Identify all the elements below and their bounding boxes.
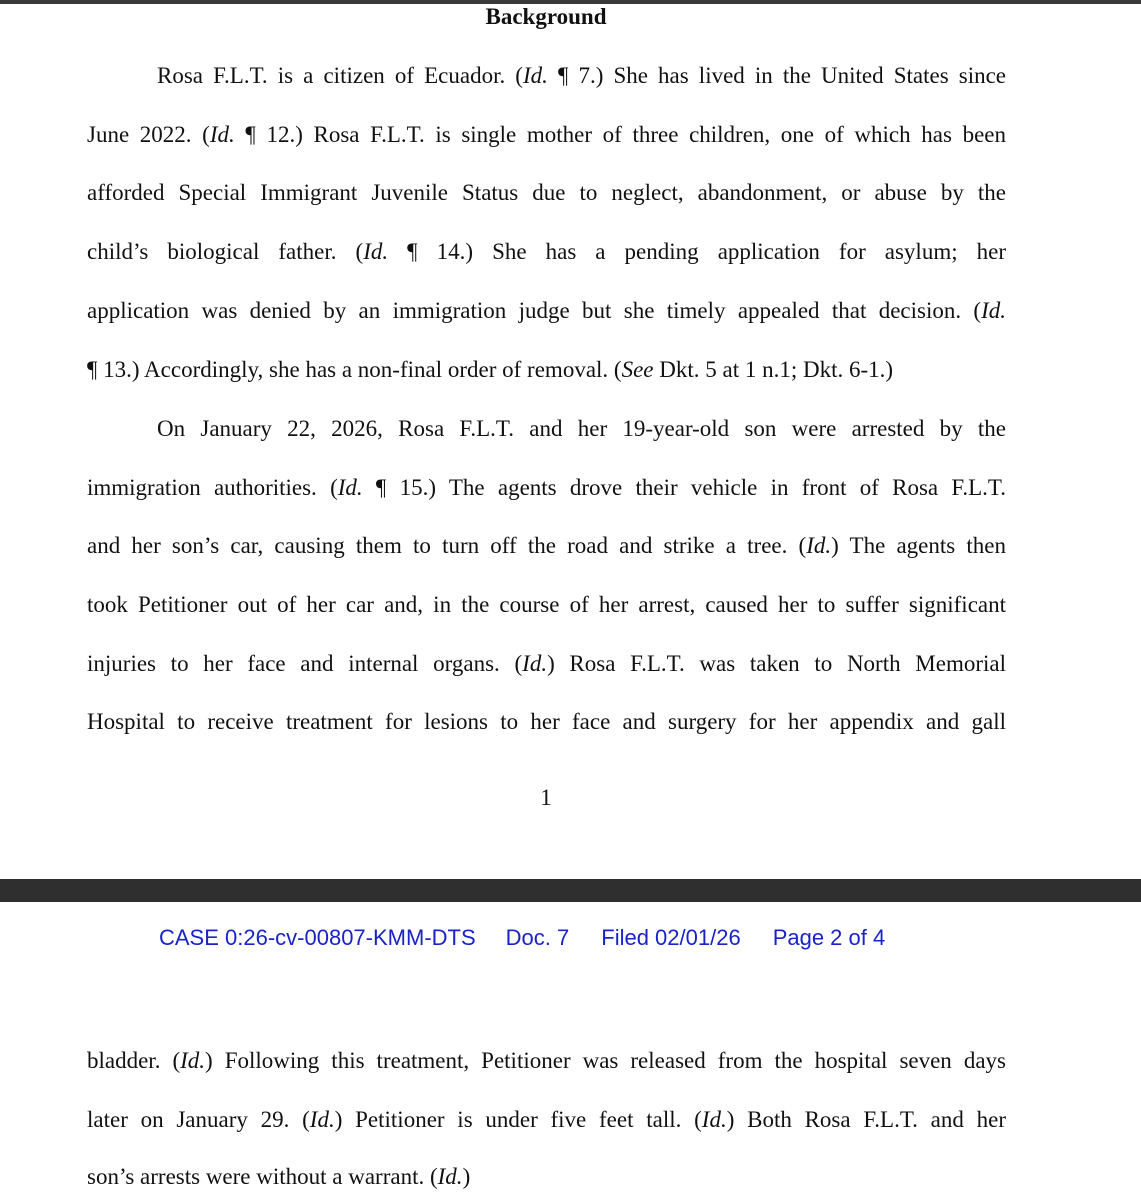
filed-date: Filed 02/01/26 <box>601 925 741 950</box>
text-line: injuries to her face and internal organs. (Id.) Rosa F.L.T. was taken to North Memorial <box>87 651 1006 676</box>
italic-citation: Id. <box>209 122 235 147</box>
text-line: application was denied by an immigration judge but she timely appealed that decision. (Id. <box>87 298 1006 323</box>
text-line: ¶ 13.) Accordingly, she has a non-final order of removal. (See Dkt. 5 at 1 n.1; Dkt. 6-1.) <box>87 357 894 382</box>
page-number: 1 <box>540 785 552 810</box>
text-line: and her son’s car, causing them to turn off the road and strike a tree. (Id.) The agents then <box>87 533 1006 558</box>
italic-citation: Id. <box>522 63 548 88</box>
text-line: Rosa F.L.T. is a citizen of Ecuador. (Id. ¶ 7.) She has lived in the United States since <box>157 63 1006 88</box>
text-line: Hospital to receive treatment for lesions to her face and surgery for her appendix and gall <box>87 709 1006 734</box>
italic-citation: Id. <box>363 239 389 264</box>
italic-citation: Id. <box>701 1107 727 1132</box>
page-break-divider <box>0 879 1141 902</box>
italic-citation: Id. <box>981 298 1006 323</box>
section-heading: Background <box>485 4 607 29</box>
text-line: immigration authorities. (Id. ¶ 15.) The agents drove their vehicle in front of Rosa F.L.T. <box>87 475 1006 500</box>
text-line: took Petitioner out of her car and, in the course of her arrest, caused her to suffer significant <box>87 592 1006 617</box>
text-line: afforded Special Immigrant Juvenile Status due to neglect, abandonment, or abuse by the <box>87 180 1006 205</box>
text-line: June 2022. (Id. ¶ 12.) Rosa F.L.T. is single mother of three children, one of which has been <box>87 122 1006 147</box>
doc-number: Doc. 7 <box>505 925 570 950</box>
text-line: later on January 29. (Id.) Petitioner is under five feet tall. (Id.) Both Rosa F.L.T. and her <box>87 1107 1007 1132</box>
italic-citation: See <box>621 357 654 382</box>
italic-citation: Id. <box>309 1107 335 1132</box>
italic-citation: Id. <box>180 1048 206 1073</box>
page-count: Page 2 of 4 <box>772 925 886 950</box>
text-line: On January 22, 2026, Rosa F.L.T. and her 19-year-old son were arrested by the <box>157 416 1006 441</box>
text-line: child’s biological father. (Id. ¶ 14.) She has a pending application for asylum; her <box>87 239 1007 264</box>
italic-citation: Id. <box>806 533 832 558</box>
italic-citation: Id. <box>337 475 363 500</box>
text-line: son’s arrests were without a warrant. (Id.) <box>87 1164 471 1189</box>
italic-citation: Id. <box>522 651 548 676</box>
case-header <box>159 924 885 952</box>
text-line: bladder. (Id.) Following this treatment, Petitioner was released from the hospital seven days <box>87 1048 1006 1073</box>
italic-citation: Id. <box>437 1164 463 1189</box>
case-number: CASE 0:26-cv-00807-KMM-DTS <box>159 925 476 950</box>
